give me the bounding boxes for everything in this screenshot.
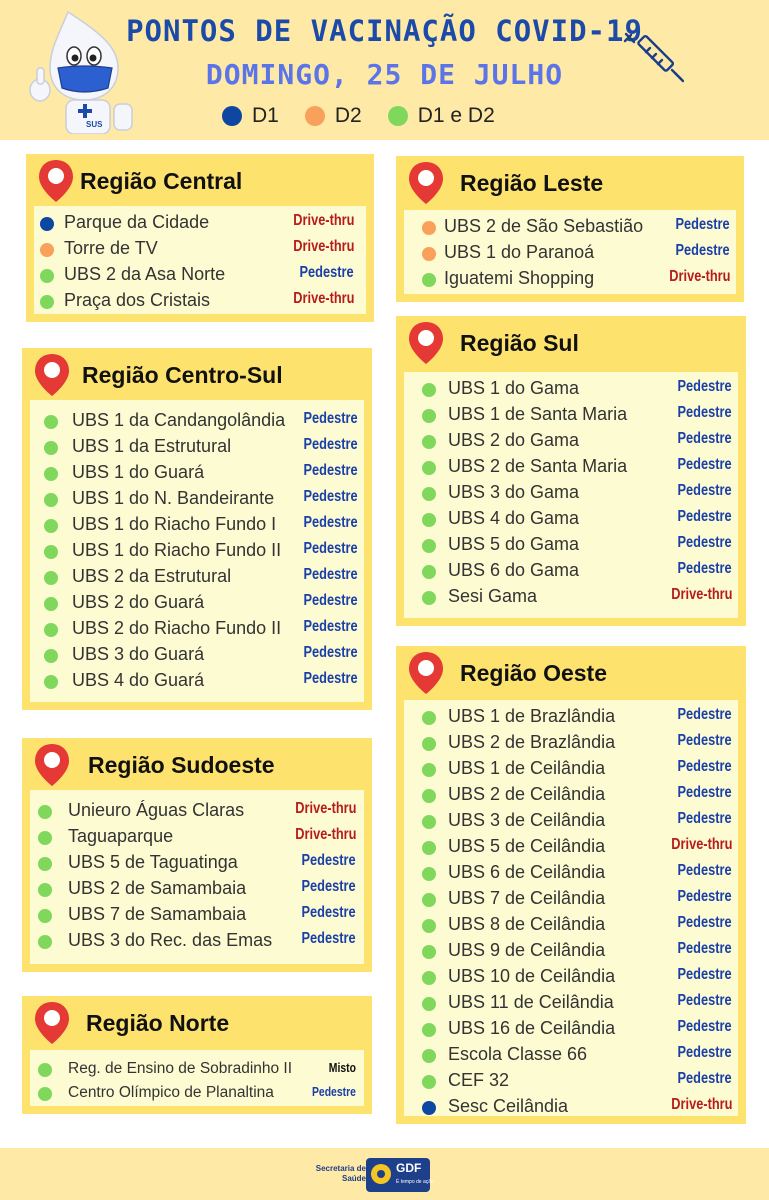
list-item [404,1094,738,1120]
dose-dot-icon [422,971,436,985]
location-name: UBS 10 de Ceilândia [448,966,616,986]
dose-dot-icon [44,493,58,507]
syringe-icon [622,30,684,96]
dose-dot-icon [44,441,58,455]
region-oeste-header [396,646,746,698]
dose-dot-icon [38,1063,52,1077]
access-mode-label: Drive-thru [292,212,354,229]
map-pin-icon [32,352,72,398]
region-centro-sul-list [30,400,364,702]
dose-dot-icon [422,1075,436,1089]
dose-dot-icon [44,675,58,689]
region-centro-sul-card [22,348,372,710]
list-item [404,558,738,584]
dose-dot-icon [422,539,436,553]
location-name: Centro Olímpico de Planaltina [68,1084,274,1101]
list-item [30,1080,364,1106]
map-pin-icon [406,160,446,206]
list-item [404,214,736,240]
dose-dot-icon [422,711,436,725]
dose-dot-icon [38,831,52,845]
access-mode-label: Pedestre [301,904,356,921]
location-name: Praça dos Cristais [64,290,211,310]
location-name: UBS 3 do Rec. das Emas [68,930,273,950]
access-mode-label: Pedestre [301,878,356,895]
access-mode-label: Pedestre [677,940,732,957]
dose-dot-icon [38,857,52,871]
location-name: UBS 1 do Guará [72,462,205,482]
list-item [30,798,364,824]
location-name: UBS 1 de Ceilândia [448,758,606,778]
dose-dot-icon [38,805,52,819]
list-item [30,876,364,902]
list-item [404,1042,738,1068]
location-name: UBS 2 de Santa Maria [448,456,628,476]
list-item [30,512,364,538]
location-name: UBS 3 do Guará [72,644,205,664]
location-name: Parque da Cidade [64,212,210,232]
region-centro-sul-header [22,348,372,400]
map-pin-icon [36,158,76,204]
dose-dot-icon [422,737,436,751]
dose-dot-icon [422,945,436,959]
access-mode-label: Pedestre [303,540,358,557]
legend-item-d2 [305,104,362,128]
access-mode-label: Pedestre [303,436,358,453]
list-item [30,616,364,642]
access-mode-label: Pedestre [675,242,730,259]
location-name: UBS 2 do Riacho Fundo II [72,618,282,638]
location-name: UBS 3 do Gama [448,482,580,502]
access-mode-label: Pedestre [677,1070,732,1087]
access-mode-label: Pedestre [677,456,732,473]
location-name: UBS 11 de Ceilândia [448,992,614,1012]
footer-bar [0,1148,769,1200]
access-mode-label: Pedestre [303,462,358,479]
access-mode-label: Pedestre [299,264,354,281]
dose-dot-icon [422,513,436,527]
list-item [404,886,738,912]
access-mode-label: Pedestre [303,592,358,609]
legend-item-d1 [222,104,279,128]
dose-dot-icon [44,467,58,481]
list-item [404,938,738,964]
location-name: CEF 32 [448,1070,510,1090]
location-name: Reg. de Ensino de Sobradinho II [68,1060,293,1077]
region-centro-sul-title: Região Centro-Sul [82,362,283,388]
region-central-card [26,154,374,322]
region-central-title: Região Central [80,168,243,194]
region-sul-list [404,372,738,618]
location-name: UBS 2 do Gama [448,430,580,450]
gdf-logo-tagline: É tempo de ação [396,1179,434,1185]
list-item [404,584,738,610]
list-item [404,834,738,860]
access-mode-label: Pedestre [677,508,732,525]
access-mode-label: Drive-thru [294,800,356,817]
region-sul-card [396,316,746,626]
region-sul-header [396,316,746,368]
map-pin-icon [406,650,446,696]
region-leste-header [396,156,744,208]
list-item [30,642,364,668]
list-item [404,808,738,834]
location-name: UBS 2 da Asa Norte [64,264,226,284]
list-item [404,266,736,292]
access-mode-label: Pedestre [303,644,358,661]
dose-dot-icon [422,1049,436,1063]
region-sudoeste-header [22,738,372,790]
list-item [30,538,364,564]
dose-dot-icon [422,789,436,803]
location-name: UBS 1 do N. Bandeirante [72,488,275,508]
dose-dot-icon [422,893,436,907]
location-name: UBS 1 do Riacho Fundo I [72,514,277,534]
access-mode-label: Pedestre [677,888,732,905]
dose-dot-icon [422,409,436,423]
dose-dot-icon [422,1023,436,1037]
dose-dot-icon [422,841,436,855]
location-name: UBS 1 de Santa Maria [448,404,628,424]
dose-dot-icon [40,217,54,231]
dose-dot-icon [38,909,52,923]
access-mode-label: Pedestre [303,566,358,583]
region-norte-title: Região Norte [86,1010,230,1036]
access-mode-label: Pedestre [677,810,732,827]
access-mode-label: Drive-thru [670,586,732,603]
dose-dot-icon [44,571,58,585]
list-item [34,236,366,262]
map-pin-icon [32,742,72,788]
location-name: Torre de TV [64,238,158,258]
region-sudoeste-title: Região Sudoeste [88,752,275,778]
dose-dot-icon [40,243,54,257]
access-mode-label: Pedestre [677,992,732,1009]
list-item [30,850,364,876]
location-name: UBS 1 de Brazlândia [448,706,616,726]
access-mode-label: Pedestre [303,670,358,687]
access-mode-label: Pedestre [301,930,356,947]
dose-dot-icon [422,919,436,933]
location-name: UBS 1 do Paranoá [444,242,595,262]
list-item [404,402,738,428]
access-mode-label: Pedestre [677,482,732,499]
d2-dot-icon [305,106,325,126]
list-item [34,262,366,288]
legend-item-d1-d2 [388,104,495,128]
list-item [34,288,366,314]
region-norte-card [22,996,372,1114]
access-mode-label: Pedestre [677,404,732,421]
access-mode-label: Pedestre [303,618,358,635]
access-mode-label: Pedestre [675,216,730,233]
dose-dot-icon [422,247,436,261]
access-mode-label: Pedestre [303,514,358,531]
dose-dot-icon [422,815,436,829]
list-item [30,408,364,434]
dose-dot-icon [422,997,436,1011]
dose-dot-icon [422,383,436,397]
list-item [404,376,738,402]
list-item [404,730,738,756]
access-mode-label: Drive-thru [668,268,730,285]
secretaria-logo-text: Secretaria de Saúde [315,1164,366,1183]
d1-dot-icon [222,106,242,126]
location-name: Escola Classe 66 [448,1044,588,1064]
region-sudoeste-list [30,790,364,964]
access-mode-label: Drive-thru [670,1096,732,1113]
dose-dot-icon [44,415,58,429]
list-item [30,928,364,954]
access-mode-label: Pedestre [677,1044,732,1061]
list-item [30,564,364,590]
list-item [404,1068,738,1094]
access-mode-label: Pedestre [303,410,358,427]
dose-dot-icon [422,591,436,605]
list-item [30,486,364,512]
dose-dot-icon [422,1101,436,1115]
access-mode-label: Pedestre [677,966,732,983]
dose-dot-icon [44,519,58,533]
list-item [30,824,364,850]
access-mode-label: Pedestre [301,852,356,869]
dose-dot-icon [422,435,436,449]
region-oeste-list [404,700,738,1116]
location-name: UBS 5 do Gama [448,534,580,554]
location-name: Unieuro Águas Claras [68,800,245,820]
dose-dot-icon [40,269,54,283]
dose-dot-icon [40,295,54,309]
location-name: UBS 2 de São Sebastião [444,216,644,236]
mascot-badge-label: SUS [86,120,103,129]
map-pin-icon [32,1000,72,1046]
location-name: UBS 1 do Riacho Fundo II [72,540,282,560]
access-mode-label: Pedestre [677,862,732,879]
access-mode-label: Pedestre [677,1018,732,1035]
location-name: UBS 2 da Estrutural [72,566,232,586]
location-name: UBS 5 de Ceilândia [448,836,606,856]
location-name: UBS 4 do Guará [72,670,205,690]
access-mode-label: Pedestre [677,706,732,723]
page-title: PONTOS DE VACINAÇÃO COVID-19 [126,14,643,48]
location-name: UBS 1 do Gama [448,378,580,398]
location-name: Sesc Ceilândia [448,1096,569,1116]
access-mode-label: Pedestre [677,430,732,447]
location-name: UBS 1 da Estrutural [72,436,232,456]
list-item [404,532,738,558]
location-name: UBS 2 do Guará [72,592,205,612]
list-item [30,434,364,460]
list-item [404,704,738,730]
access-mode-label: Pedestre [303,488,358,505]
d1-d2-dot-icon [388,106,408,126]
region-sudoeste-card [22,738,372,972]
region-sul-title: Região Sul [460,330,579,356]
access-mode-label: Pedestre [677,560,732,577]
legend-label-d1-d2: D1 e D2 [417,104,495,127]
list-item [404,1016,738,1042]
list-item [404,860,738,886]
access-mode-label: Pedestre [677,534,732,551]
access-mode-label: Pedestre [677,378,732,395]
region-oeste-title: Região Oeste [460,660,607,686]
dose-legend [222,104,521,128]
header-banner [0,0,769,140]
location-name: UBS 6 do Gama [448,560,580,580]
dose-dot-icon [422,867,436,881]
access-mode-label: Misto [328,1060,356,1075]
dose-dot-icon [422,221,436,235]
location-name: UBS 9 de Ceilândia [448,940,606,960]
location-name: UBS 6 de Ceilândia [448,862,606,882]
dose-dot-icon [38,935,52,949]
map-pin-icon [406,320,446,366]
location-name: Taguaparque [68,826,174,846]
list-item [30,668,364,694]
region-central-header [26,154,374,206]
gdf-logo-label: GDF [396,1161,422,1175]
region-norte-header [22,996,372,1048]
dose-dot-icon [44,597,58,611]
list-item [404,454,738,480]
access-mode-label: Pedestre [677,784,732,801]
legend-label-d2: D2 [334,104,362,127]
list-item [404,782,738,808]
dose-dot-icon [44,649,58,663]
dose-dot-icon [44,545,58,559]
location-name: UBS 2 de Samambaia [68,878,247,898]
dose-dot-icon [44,623,58,637]
region-central-list [34,206,366,314]
legend-label-d1: D1 [252,104,279,127]
dose-dot-icon [422,461,436,475]
access-mode-label: Pedestre [677,758,732,775]
location-name: UBS 16 de Ceilândia [448,1018,616,1038]
dose-dot-icon [38,883,52,897]
list-item [30,460,364,486]
region-oeste-card [396,646,746,1124]
page-subtitle: DOMINGO, 25 DE JULHO [205,58,564,91]
location-name: UBS 8 de Ceilândia [448,914,606,934]
location-name: UBS 1 da Candangolândia [72,410,286,430]
list-item [404,506,738,532]
list-item [404,912,738,938]
list-item [404,480,738,506]
dose-dot-icon [422,487,436,501]
access-mode-label: Drive-thru [292,290,354,307]
access-mode-label: Drive-thru [292,238,354,255]
location-name: Sesi Gama [448,586,538,606]
region-leste-title: Região Leste [460,170,604,196]
location-name: UBS 2 de Ceilândia [448,784,606,804]
list-item [34,210,366,236]
location-name: UBS 5 de Taguatinga [68,852,238,872]
region-leste-list [404,210,736,294]
dose-dot-icon [422,273,436,287]
dose-dot-icon [422,763,436,777]
dose-dot-icon [38,1087,52,1101]
dose-dot-icon [422,565,436,579]
list-item [404,964,738,990]
location-name: UBS 2 de Brazlândia [448,732,616,752]
region-leste-card [396,156,744,302]
location-name: Iguatemi Shopping [444,268,595,288]
access-mode-label: Drive-thru [670,836,732,853]
access-mode-label: Pedestre [677,914,732,931]
access-mode-label: Pedestre [312,1084,356,1099]
list-item [30,902,364,928]
region-norte-list [30,1050,364,1106]
list-item [404,428,738,454]
list-item [30,590,364,616]
list-item [404,756,738,782]
access-mode-label: Pedestre [677,732,732,749]
location-name: UBS 4 do Gama [448,508,580,528]
list-item [404,990,738,1016]
location-name: UBS 3 de Ceilândia [448,810,606,830]
list-item [30,1056,364,1082]
list-item [404,240,736,266]
location-name: UBS 7 de Ceilândia [448,888,606,908]
location-name: UBS 7 de Samambaia [68,904,247,924]
access-mode-label: Drive-thru [294,826,356,843]
